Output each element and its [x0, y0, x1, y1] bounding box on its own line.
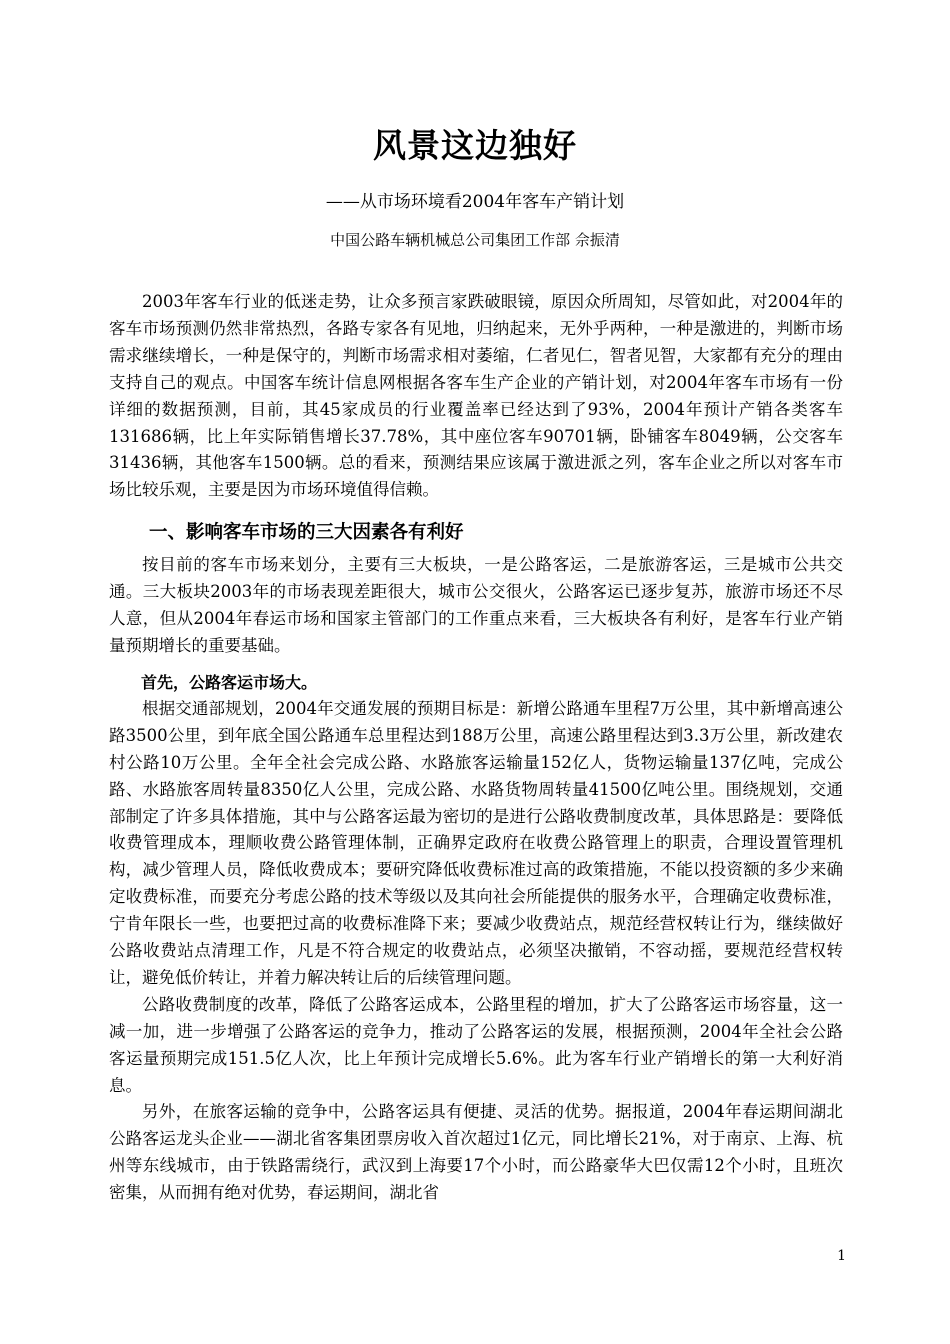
intro-paragraph: 2003年客车行业的低迷走势，让众多预言家跌破眼镜，原因众所周知，尽管如此，对2004年的客车市场预测仍然非常热烈，各路专家各有见地，归纳起来，无外乎两种，一种是激进的，判断市场需求继续增长，一种是保守的，判断市场需求相对萎缩，仁者见仁，智者见智，大家都有充分的理由支持自己的观点。中国客车统计信息网根据各客车生产企业的产销计划，对2004年客车市场有一份详细的数据预测，目前，其45家成员的行业覆盖率已经达到了93%，2004年预计产销各类客车131686辆，比上年实际销售增长37.78%，其中座位客车90701辆，卧铺客车8049辆，公交客车31436辆，其他客车1500辆。总的看来，预测结果应该属于激进派之列，客车企业之所以对客车市场比较乐观，主要是因为市场环境值得信赖。 [109, 292, 843, 500]
paragraph-planning: 根据交通部规划，2004年交通发展的预期目标是：新增公路通车里程7万公里，其中新增高速公路3500公里，到年底全国公路通车总里程达到188万公里，高速公路里程达到3.3万公里，新改建农村公路10万公里。全年全社会完成公路、水路旅客运输量152亿人，货物运输量137亿吨，完成公路、水路旅客周转量8350亿人公里，完成公路、水路货物周转量41500亿吨公里。围绕规划，交通部制定了许多具体措施，其中与公路客运最为密切的是进行公路收费制度改革，具体思路是：要降低收费管理成本，理顺收费公路管理体制，正确界定政府在收费公路管理上的职责，合理设置管理机构，减少管理人员，降低收费成本；要研究降低收费标准过高的政策措施，不能以投资额的多少来确定收费标准，而要充分考虑公路的技术等级以及其向社会所能提供的服务水平，合理确定收费标准，宁肯年限长一些，也要把过高的收费标准降下来；要减少收费站点，规范经营权转让行为，继续做好公路收费站点清理工作，凡是不符合规定的收费站点，必须坚决撤销，不容动摇，要规范经营权转让，避免低价转让，并着力解决转让后的后续管理问题。 [109, 698, 843, 987]
document-subtitle: ——从市场环境看2004年客车产销计划 [325, 192, 625, 212]
document-body [109, 289, 843, 1207]
page-number: 1 [837, 1248, 846, 1264]
subsection-heading: 首先，公路客运市场大。 [141, 672, 318, 692]
paragraph-toll-reform: 公路收费制度的改革，降低了公路客运成本，公路里程的增加，扩大了公路客运市场容量，这一减一加，进一步增强了公路客运的竞争力，推动了公路客运的发展，根据预测，2004年全社会公路客运量预期完成151.5亿人次，比上年预计完成增长5.6%。此为客车行业产销增长的第一大利好消息。 [109, 994, 843, 1095]
author-line: 中国公路车辆机械总公司集团工作部 佘振清 [330, 231, 620, 249]
section-paragraph: 按目前的客车市场来划分，主要有三大板块，一是公路客运，二是旅游客运，三是城市公共交通。三大板块2003年的市场表现差距很大，城市公交很火，公路客运已逐步复苏，旅游市场还不尽人意，但从2004年春运市场和国家主管部门的工作重点来看，三大板块各有利好，是客车行业产销量预期增长的重要基础。 [109, 555, 843, 655]
section-heading: 一、影响客车市场的三大因素各有利好 [149, 522, 464, 544]
paragraph-advantage: 另外，在旅客运输的竞争中，公路客运具有便捷、灵活的优势。据报道，2004年春运期间湖北公路客运龙头企业——湖北省客集团票房收入首次超过1亿元，同比增长21%，对于南京、上海、杭州等东线城市，由于铁路需绕行，武汉到上海要17个小时，而公路豪华大巴仅需12个小时，且班次密集，从而拥有绝对优势，春运期间，湖北省 [109, 1102, 843, 1203]
document-title: 风景这边独好 [373, 126, 577, 165]
